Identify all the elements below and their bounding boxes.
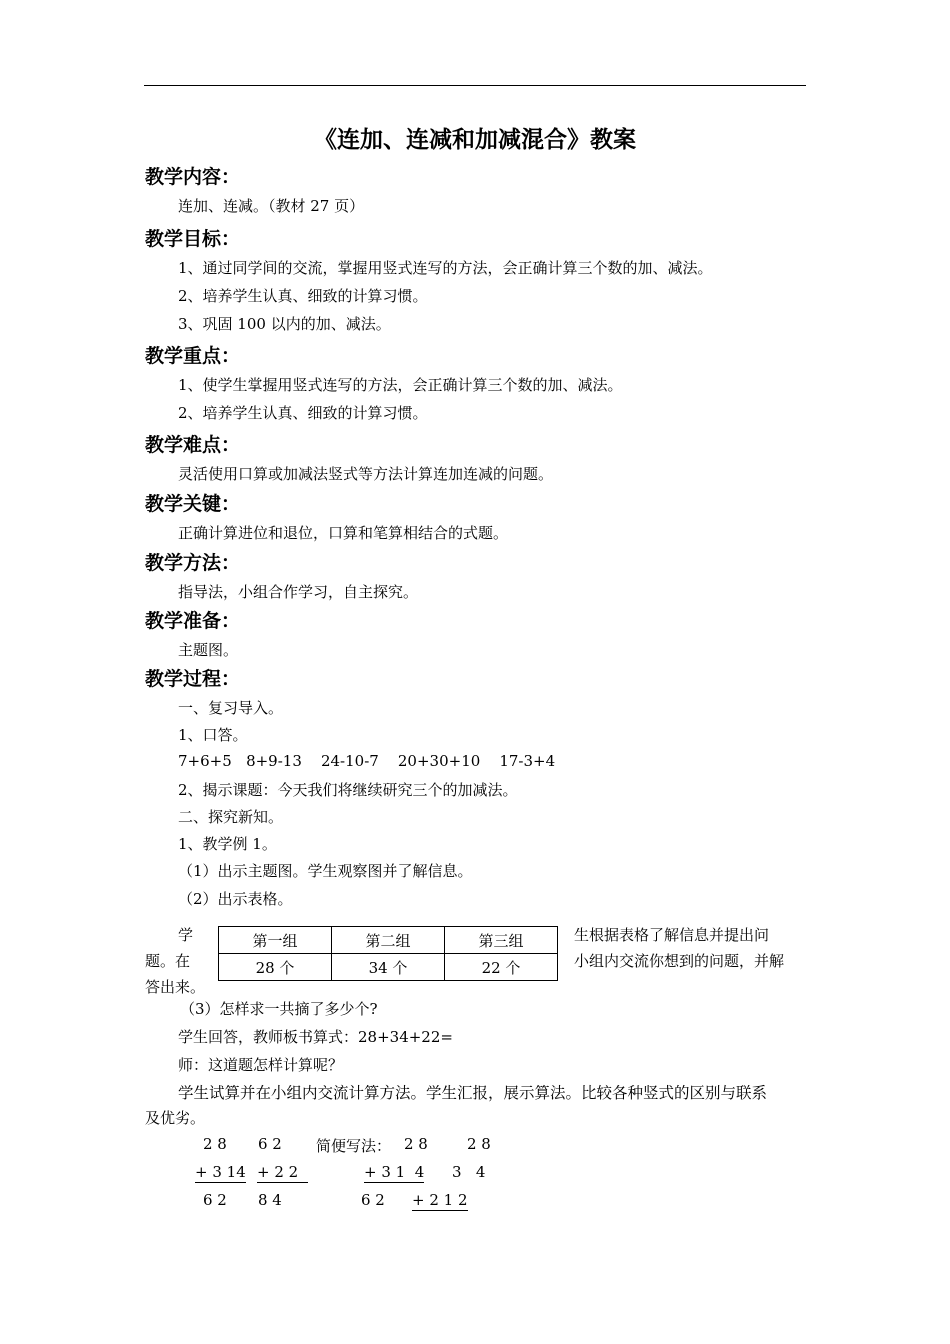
table-header-cell: 第三组	[445, 927, 558, 954]
table-header-cell: 第二组	[332, 927, 445, 954]
wrap-left-2: 题。在	[145, 952, 191, 970]
table-header-cell: 第一组	[219, 927, 332, 954]
calc3-row3: 6 2	[361, 1191, 385, 1209]
heading-difficulty: 教学难点：	[145, 434, 241, 456]
calc2-row2-text: + 2 2	[257, 1163, 299, 1181]
process-line-6: 1、教学例 1。	[178, 835, 277, 853]
table-cell: 34 个	[332, 954, 445, 981]
calc1-row3: 6 2	[203, 1191, 227, 1209]
calc1-row1: 2 8	[203, 1135, 227, 1153]
process-line-8: （2）出示表格。	[178, 890, 293, 908]
calc4-row3-text: + 2 1 2	[412, 1191, 468, 1209]
calc2-row1: 6 2	[258, 1135, 282, 1153]
shortcut-label: 简便写法：	[316, 1137, 392, 1155]
process-line-3: 7+6+5 8+9-13 24-10-7 20+30+10 17-3+4	[178, 752, 556, 770]
student-line-cont: 及优劣。	[145, 1109, 206, 1127]
heading-prep: 教学准备：	[145, 610, 241, 632]
calc4-row1: 2 8	[467, 1135, 491, 1153]
calc2-row2	[257, 1163, 308, 1181]
calc1-row2-text: + 3 14	[195, 1163, 246, 1181]
content-line: 连加、连减。（教材 27 页）	[178, 197, 365, 215]
wrap-left-3: 答出来。	[145, 978, 206, 996]
heading-method: 教学方法：	[145, 552, 241, 574]
method-line: 指导法，小组合作学习，自主探究。	[178, 583, 419, 601]
heading-content: 教学内容：	[145, 166, 241, 188]
calc3-row2	[364, 1163, 424, 1181]
process-line-7: （1）出示主题图。学生观察图并了解信息。	[178, 862, 473, 880]
calc4-row2: 3 4	[452, 1163, 486, 1181]
goal-line-3: 3、巩固 100 以内的加、减法。	[178, 315, 391, 333]
wrap-right-1: 生根据表格了解信息并提出问	[574, 926, 770, 944]
prep-line: 主题图。	[178, 641, 239, 659]
calc2-row3: 8 4	[258, 1191, 282, 1209]
wrap-right-2: 小组内交流你想到的问题，并解	[574, 952, 785, 970]
table-row	[219, 954, 558, 981]
heading-focus: 教学重点：	[145, 345, 241, 367]
question-line: （3）怎样求一共摘了多少个?	[180, 1000, 378, 1018]
focus-line-2: 2、培养学生认真、细致的计算习惯。	[178, 404, 428, 422]
calc3-row2-text: + 3 1 4	[364, 1163, 425, 1181]
process-line-5: 二、探究新知。	[178, 808, 284, 826]
heading-process: 教学过程：	[145, 668, 241, 690]
document-title: 《连加、连减和加减混合》教案	[314, 127, 636, 153]
focus-line-1: 1、使学生掌握用竖式连写的方法，会正确计算三个数的加、减法。	[178, 376, 623, 394]
teacher-line: 师：这道题怎样计算呢？	[178, 1056, 344, 1074]
process-line-2: 1、口答。	[178, 726, 248, 744]
goal-line-1: 1、通过同学间的交流，掌握用竖式连写的方法，会正确计算三个数的加、减法。	[178, 259, 713, 277]
key-line: 正确计算进位和退位，口算和笔算相结合的式题。	[178, 524, 509, 542]
difficulty-line: 灵活使用口算或加减法竖式等方法计算连加连减的问题。	[178, 465, 554, 483]
table-cell: 22 个	[445, 954, 558, 981]
heading-goals: 教学目标：	[145, 228, 241, 250]
calc3-row1: 2 8	[404, 1135, 428, 1153]
groups-table	[218, 926, 558, 981]
header-rule	[144, 85, 806, 86]
process-line-4: 2、揭示课题：今天我们将继续研究三个的加减法。	[178, 781, 518, 799]
heading-key: 教学关键：	[145, 493, 241, 515]
student-line: 学生试算并在小组内交流计算方法。学生汇报，展示算法。比较各种竖式的区别与联系	[178, 1084, 768, 1102]
table-header-row	[219, 927, 558, 954]
calc1-row2	[195, 1163, 246, 1181]
calc4-row3	[412, 1191, 468, 1209]
table-cell: 28 个	[219, 954, 332, 981]
goal-line-2: 2、培养学生认真、细致的计算习惯。	[178, 287, 428, 305]
wrap-left-1: 学	[178, 926, 194, 944]
process-line-1: 一、复习导入。	[178, 699, 284, 717]
answer-line: 学生回答，教师板书算式：28+34+22=	[178, 1028, 453, 1046]
